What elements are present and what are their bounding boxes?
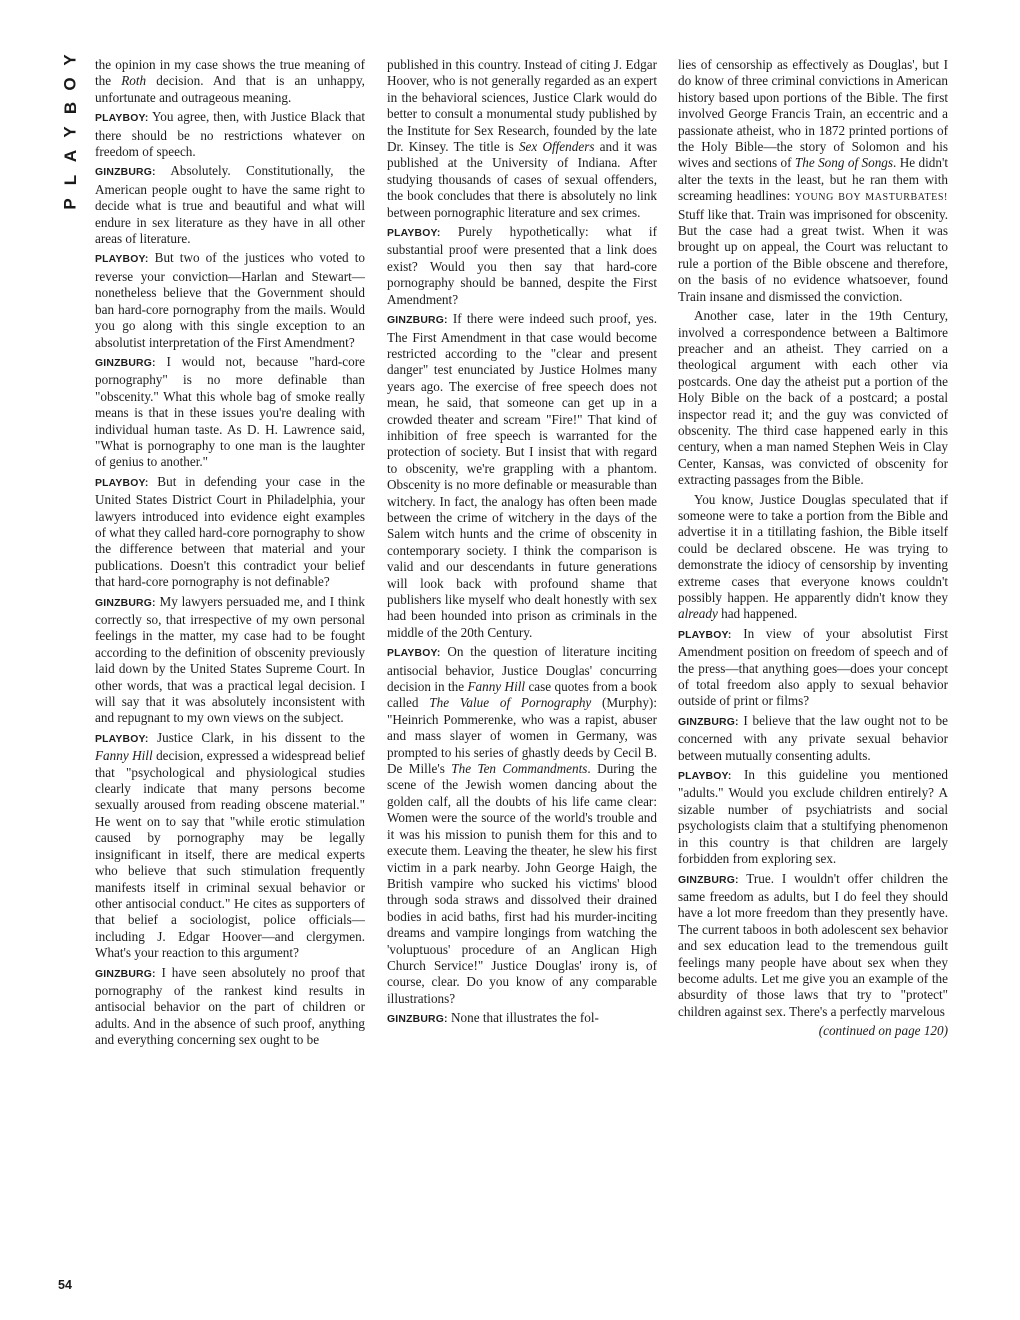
speaker-playboy: PLAYBOY: xyxy=(95,477,149,489)
speaker-playboy: PLAYBOY: xyxy=(387,648,441,660)
speaker-playboy: PLAYBOY: xyxy=(95,254,149,266)
paragraph: You know, Justice Douglas speculated that if someone were to take a portion from the Bible and advertise it in a titillating fashion, the Bible itself could be declared obscene. He was trying to demonstrate the idiocy of censorship by inventing extreme cases that everyone knows couldn't possibly happen. He apparently didn't know they already had happened. xyxy=(678,491,948,622)
paragraph: PLAYBOY: In this guideline you mentioned "adults." Would you exclude children entirely? A sizable number of psychiatrists and social psychologists claim that a stultifying phenomenon in this country is that children are largely forbidden from exploring sex. xyxy=(678,767,948,867)
title-value-of-pornography: The Value of Pornography xyxy=(429,695,592,711)
column-3 xyxy=(678,57,948,1040)
masthead-letter: Y xyxy=(61,54,80,66)
paragraph: GINZBURG: True. I wouldn't offer children the same freedom as adults, but I do feel they should have a lot more freedom than they presently have. The current taboos in both adolescent sex behavior and sex education lead to the tremendous guilt feelings many people have about sex when they become adults. Let me give you an example of the absurdity of those laws that try to "protect" children against sex. There's a perfectly marvelous xyxy=(678,870,948,1019)
speaker-playboy: PLAYBOY: xyxy=(95,733,149,745)
paragraph: GINZBURG: If there were indeed such proof, yes. The First Amendment in that case would become restricted according to the "clear and present danger" test enunciated by Justice Holmes many years ago. The exercise of free speech does not mean, he said, that someone can get up in a crowded theater and scream "Fire!" That kind of inhibition of free speech is warranted for the protection of society. But I insist that with regard to obscenity, we're grappling with a phantom. Obscenity is no more definable or measurable than witchery. In fact, the analogy has often been made between the crime of witchery in the days of the Salem witch hunts and the crime of obscenity in contemporary society. I think the comparison is valid and our descendants in future generations will look back with profound shame that publishers like myself who dealt honestly with sex had been hounded into prison as criminals in the middle of the 20th Century. xyxy=(387,311,657,640)
speaker-playboy: PLAYBOY: xyxy=(387,228,441,240)
speaker-playboy: PLAYBOY: xyxy=(678,771,732,783)
column-2 xyxy=(387,57,657,1029)
title-fanny-hill: Fanny Hill xyxy=(95,748,153,764)
title-roth: Roth xyxy=(121,73,147,89)
speaker-playboy: PLAYBOY: xyxy=(678,629,732,641)
headline-caps: YOUNG BOY MASTURBATES! xyxy=(794,192,948,204)
paragraph: GINZBURG: I would not, because "hard-core pornography" is no more definable than "obscenity." What this whole bag of smoke really means is that in these issues you're dealing with individual human taste. As D. H. Lawrence said, "What is pornography to one man is the laughter of genius to another." xyxy=(95,353,365,470)
masthead-letter: B xyxy=(61,101,80,115)
paragraph: PLAYBOY: But two of the justices who voted to reverse your conviction—Harlan and Stewart—nonetheless believe that the Government should ban hard-core pornography from the mails. Would you go along with this single exception to an absolutist interpretation of the First Amendment? xyxy=(95,250,365,350)
title-fanny-hill: Fanny Hill xyxy=(467,679,526,695)
paragraph: published in this country. Instead of citing J. Edgar Hoover, who is not generally regarded as an expert in the behavioral sciences, Justice Clark would do better to consult a monumental study published by the Institute for Sex Research, founded by the late Dr. Kinsey. The title is Sex Offenders and it was published at the University of Indiana. After studying thousands of cases of sexual offenders, the book concludes that there is absolutely no link between pornographic literature and sex crimes. xyxy=(387,57,657,220)
speaker-ginzburg: GINZBURG: xyxy=(95,357,156,369)
paragraph: PLAYBOY: In view of your absolutist First Amendment position on freedom of speech and of the press—that anything goes—does your concept of total freedom also apply to sexual behavior outside of print or films? xyxy=(678,625,948,709)
masthead-letter: Y xyxy=(61,126,80,138)
paragraph: PLAYBOY: Justice Clark, in his dissent to the Fanny Hill decision, expressed a widespread belief that "psychological and physiological studies clearly indicate that many persons become sexually aroused from reading obscene material." He went on to say that "while erotic stimulation caused by pornography may be legally insignificant in itself, there are medical experts who believe that such stimulation frequently manifests itself in criminal sexual behavior or other antisocial conduct." He cites as supporters of that belief a sociologist, police officials—including J. Edgar Hoover—and clergymen. What's your reaction to this argument? xyxy=(95,729,365,961)
paragraph: GINZBURG: I have seen absolutely no proof that pornography of the rankest kind results in antisocial behavior on the part of children or adults. And in the absence of such proof, anything and everything concerning sex ought to be xyxy=(95,964,365,1048)
paragraph: the opinion in my case shows the true meaning of the Roth decision. And that is an unhappy, unfortunate and outrageous meaning. xyxy=(95,57,365,105)
title-ten-commandments: The Ten Commandments xyxy=(451,761,588,777)
speaker-ginzburg: GINZBURG: xyxy=(95,167,156,179)
title-sex-offenders: Sex Offenders xyxy=(518,139,595,155)
paragraph: PLAYBOY: On the question of literature inciting antisocial behavior, Justice Douglas' concurring decision in the Fanny Hill case quotes from a book called The Value of Pornography (Murphy): "Heinrich Pommerenke, who was a rapist, abuser and mass slayer of women in Germany, was prompted to his series of ghastly deeds by Cecil B. De Mille's The Ten Commandments. During the scene of the Jewish women dancing about the golden calf, all the doubts of his life came clear: Women were the source of the world's trouble and it was his mission to punish them for this and to execute them. Leaving the theater, he slew his first victim in a park nearby. John George Haigh, the British vampire who sucked his victims' blood through soda straws and dissolved their drained bodies in acid baths, first had his murder-inciting dreams and vampire longings from watching the 'voluptuous' procedure of an Anglican High Church Service!" Justice Douglas' irony is, of course, clear. Do you know of any comparable illustrations? xyxy=(387,644,657,1006)
paragraph: Another case, later in the 19th Century, involved a correspondence between a Baltimore preacher and an atheist. They carried on a theological argument with each other via postcards. One day the atheist put a portion of the Holy Bible on the back of a postcard; a postal inspector read it; and the guy was convicted of obscenity. The third case happened early in this century, when a man named Stephen Weis in Clay Center, Kansas, was convicted of obscenity for extracting passages from the Bible. xyxy=(678,308,948,488)
masthead-letter: O xyxy=(60,77,80,91)
paragraph: PLAYBOY: But in defending your case in the United States District Court in Philadelphia, your lawyers introduced into evidence eight examples of what they called hard-core pornography to show the difference between that material and your publications. Doesn't this contradict your belief that hard-core pornography is not definable? xyxy=(95,473,365,590)
speaker-playboy: PLAYBOY: xyxy=(95,113,149,125)
emphasis-already: already xyxy=(678,606,718,622)
speaker-ginzburg: GINZBURG: xyxy=(387,1014,448,1026)
speaker-ginzburg: GINZBURG: xyxy=(95,968,156,980)
speaker-ginzburg: GINZBURG: xyxy=(387,315,448,327)
paragraph: GINZBURG: My lawyers persuaded me, and I think correctly so, that irrespective of my own personal feelings in the matter, my case had to be fought according to the definition of obscenity previously laid down by the United States Supreme Court. In other words, that was a practical legal decision. I will say that it was absolutely inconsistent with and repugnant to my own views on the subject. xyxy=(95,593,365,726)
speaker-ginzburg: GINZBURG: xyxy=(95,597,156,609)
paragraph: lies of censorship as effectively as Douglas', but I do know of three criminal convictions in American history based upon portions of the Bible. The first involved George Francis Train, an eccentric and a passionate atheist, who in 1872 printed portions of the Holy Bible—the story of Solomon and his wives and sections of The Song of Songs. He didn't alter the texts in the least, but he ran them with screaming headlines: YOUNG BOY MASTURBATES! Stuff like that. Train was imprisoned for obscenity. But the case had a great twist. When it was brought up on appeal, the Court was reluctant to rule a portion of the Bible obscene and therefore, on the basis of no evidence whatsoever, found Train insane and dismissed the conviction. xyxy=(678,57,948,304)
masthead-letter: L xyxy=(60,174,80,186)
masthead-letter: A xyxy=(61,149,80,163)
paragraph: GINZBURG: Absolutely. Constitutionally, the American people ought to have the same right to decide what is true and beautiful and what will endure in sex literature as they have in all other areas of literature. xyxy=(95,163,365,247)
paragraph: PLAYBOY: Purely hypothetically: what if substantial proof were presented that a link does exist? Would you then say that hard-core pornography should be banned, despite the First Amendment? xyxy=(387,224,657,307)
speaker-ginzburg: GINZBURG: xyxy=(678,874,739,886)
column-1 xyxy=(95,57,365,1049)
title-song-of-songs: The Song of Songs xyxy=(794,155,894,171)
continued-note: (continued on page 120) xyxy=(818,1023,948,1039)
masthead-letter: P xyxy=(61,198,80,210)
page-number: 54 xyxy=(58,1278,72,1292)
paragraph: GINZBURG: I believe that the law ought not to be concerned with any private sexual behavior between mutually consenting adults. xyxy=(678,712,948,763)
paragraph: PLAYBOY: You agree, then, with Justice Black that there should be no restrictions whatever on freedom of speech. xyxy=(95,109,365,160)
speaker-ginzburg: GINZBURG: xyxy=(678,716,739,728)
paragraph: GINZBURG: None that illustrates the fol- xyxy=(387,1010,599,1026)
masthead xyxy=(60,48,82,216)
